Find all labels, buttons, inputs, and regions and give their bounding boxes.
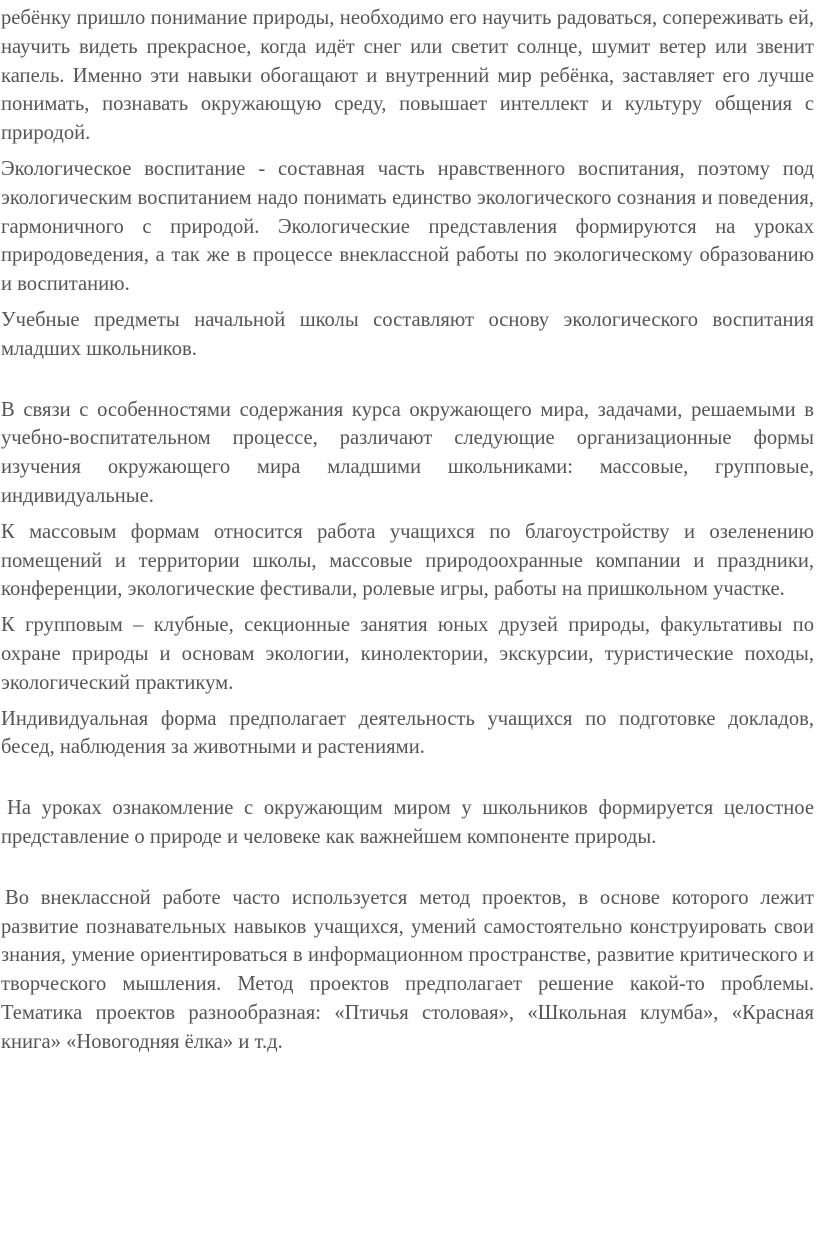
paragraph-organizational-forms: В связи с особенностями содержания курса окружающего мира, задачами, решаемыми в учебно-воспитательном процессе, различают следующие организационные формы изучения окружающего мира младшими школьниками: массовые, групповые, индивидуальные. — [1, 398, 814, 507]
spacer — [1, 769, 814, 794]
spacer — [1, 859, 814, 884]
paragraph-nature-understanding: ребёнку пришло понимание природы, необходимо его научить радоваться, сопереживать ей, научить видеть прекрасное, когда идёт снег или светит солнце, шумит ветер или звенит капель. Именно эти навыки обогащают и внутренний мир ребёнка, заставляет его лучше понимать, познавать окружающую среду, повышает интеллект и культуру общения с природой. — [1, 7, 814, 145]
paragraph-school-subjects: Учебные предметы начальной школы составляют основу экологического воспитания младших школьников. — [1, 308, 814, 360]
paragraph-individual-form: Индивидуальная форма предполагает деятельность учащихся по подготовке докладов, бесед, наблюдения за животными и растениями. — [1, 707, 814, 759]
paragraph-lessons: На уроках ознакомление с окружающим миром у школьников формируется целостное представление о природе и человеке как важнейшем компоненте природы. — [1, 797, 814, 848]
paragraph-mass-forms: К массовым формам относится работа учащихся по благоустройству и озеленению помещений и территории школы, массовые природоохранные компании и праздники, конференции, экологические фестивали, ролевые игры, работы на пришкольном участке. — [1, 520, 814, 601]
paragraph-group-forms: К групповым – клубные, секционные занятия юных друзей природы, факультативы по охране природы и основам экологии, кинолектории, экскурсии, туристические походы, экологический практикум. — [1, 614, 814, 694]
paragraph-ecological-education: Экологическое воспитание - составная часть нравственного воспитания, поэтому под экологическим воспитанием надо понимать единство экологического сознания и поведения, гармоничного с природой. Экологические представления формируются на уроках природоведения, а так же в процессе внеклассной работы по экологическому образованию и воспитанию. — [1, 157, 814, 296]
paragraph-project-method: Во внеклассной работе часто используется метод проектов, в основе которого лежит развитие познавательных навыков учащихся, умений самостоятельно конструировать свои знания, умение ориентироваться в информационном пространстве, развитие критического и творческого мышления. Метод проектов предполагает решение какой-то проблемы. Тематика проектов разнообразная: «Птичья столовая», «Школьная клумба», «Красная книга» «Новогодняя ёлка» и т.д. — [1, 886, 814, 1053]
spacer — [1, 371, 814, 396]
